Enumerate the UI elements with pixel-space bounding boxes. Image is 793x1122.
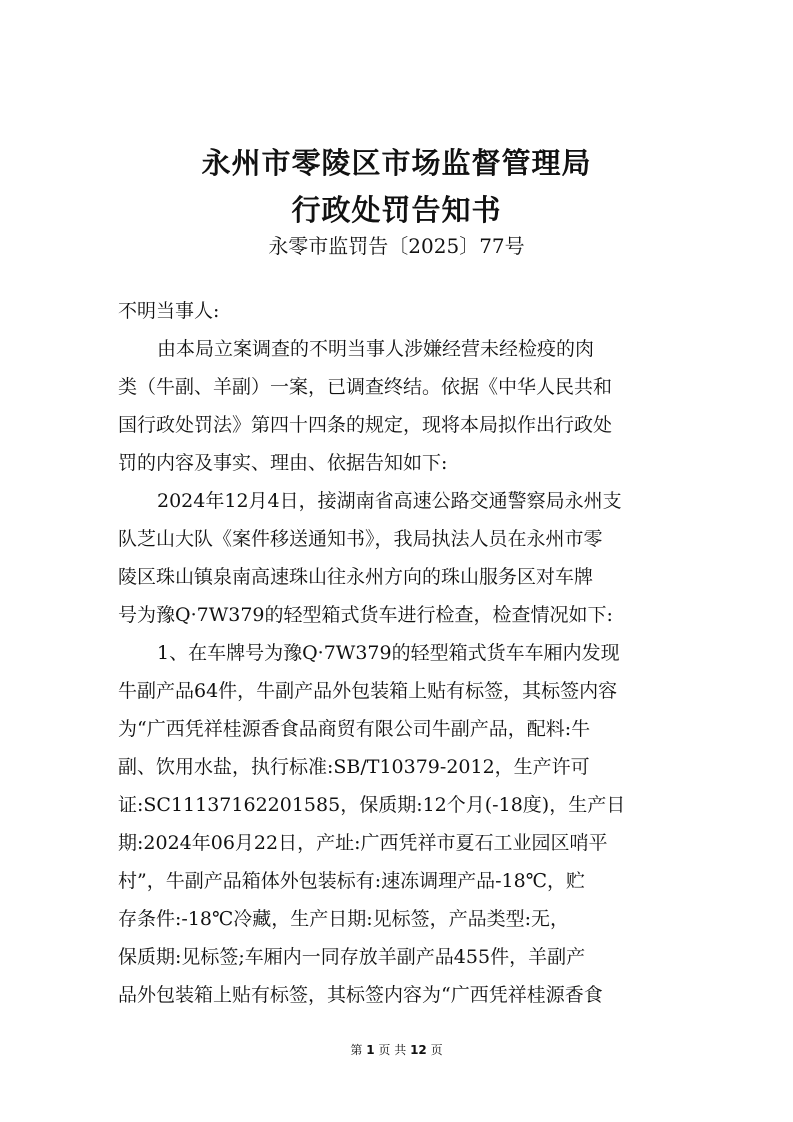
current-page-number: 1	[366, 1043, 375, 1057]
total-page-count: 12	[410, 1043, 427, 1057]
document-number: 永零市监罚告〔2025〕77号	[268, 234, 525, 258]
body-line: 陵区珠山镇泉南高速珠山往永州方向的珠山服务区对车牌	[118, 566, 594, 588]
body-line: 期:2024年06月22日，产址:广西凭祥市夏石工业园区哨平	[118, 832, 608, 854]
body-line: 2024年12月4日，接湖南省高速公路交通警察局永州支	[157, 490, 622, 512]
body-line: 类（牛副、羊副）一案，已调查终结。依据《中华人民共和	[118, 376, 613, 398]
page-footer	[0, 1042, 793, 1058]
body-line: 1、在车牌号为豫Q·7W379的轻型箱式货车车厢内发现	[157, 642, 620, 664]
footer-prefix: 第	[350, 1043, 363, 1057]
body-line: 村”，牛副产品箱体外包装标有:速冻调理产品-18℃，贮	[118, 870, 585, 892]
body-line: 国行政处罚法》第四十四条的规定，现将本局拟作出行政处	[118, 414, 613, 436]
body-line: 队芝山大队《案件移送通知书》，我局执法人员在永州市零	[118, 528, 603, 550]
body-line: 副、饮用水盐，执行标准:SB/T10379-2012，生产许可	[118, 756, 590, 778]
body-line: 由本局立案调查的不明当事人涉嫌经营未经检疫的肉	[157, 338, 595, 360]
footer-suffix: 页	[430, 1043, 443, 1057]
body-line: 为“广西凭祥桂源香食品商贸有限公司牛副产品，配料:牛	[118, 718, 591, 740]
body-line: 号为豫Q·7W379的轻型箱式货车进行检查，检查情况如下:	[118, 604, 613, 626]
document-title-line-2: 行政处罚告知书	[291, 193, 502, 227]
document-title-line-1: 永州市零陵区市场监督管理局	[201, 146, 592, 180]
body-line: 保质期:见标签;车厢内一同存放羊副产品455件，羊副产	[118, 946, 586, 968]
body-line: 证:SC11137162201585，保质期:12个月(-18度)，生产日	[118, 794, 626, 816]
salutation: 不明当事人:	[118, 300, 220, 322]
body-line: 牛副产品64件，牛副产品外包装箱上贴有标签，其标签内容	[118, 680, 618, 702]
footer-middle: 页 共	[378, 1043, 407, 1057]
body-line: 存条件:-18℃冷藏，生产日期:见标签，产品类型:无，	[118, 908, 570, 930]
body-line: 品外包装箱上贴有标签，其标签内容为“广西凭祥桂源香食	[118, 984, 603, 1006]
body-line: 罚的内容及事实、理由、依据告知如下:	[118, 452, 448, 474]
